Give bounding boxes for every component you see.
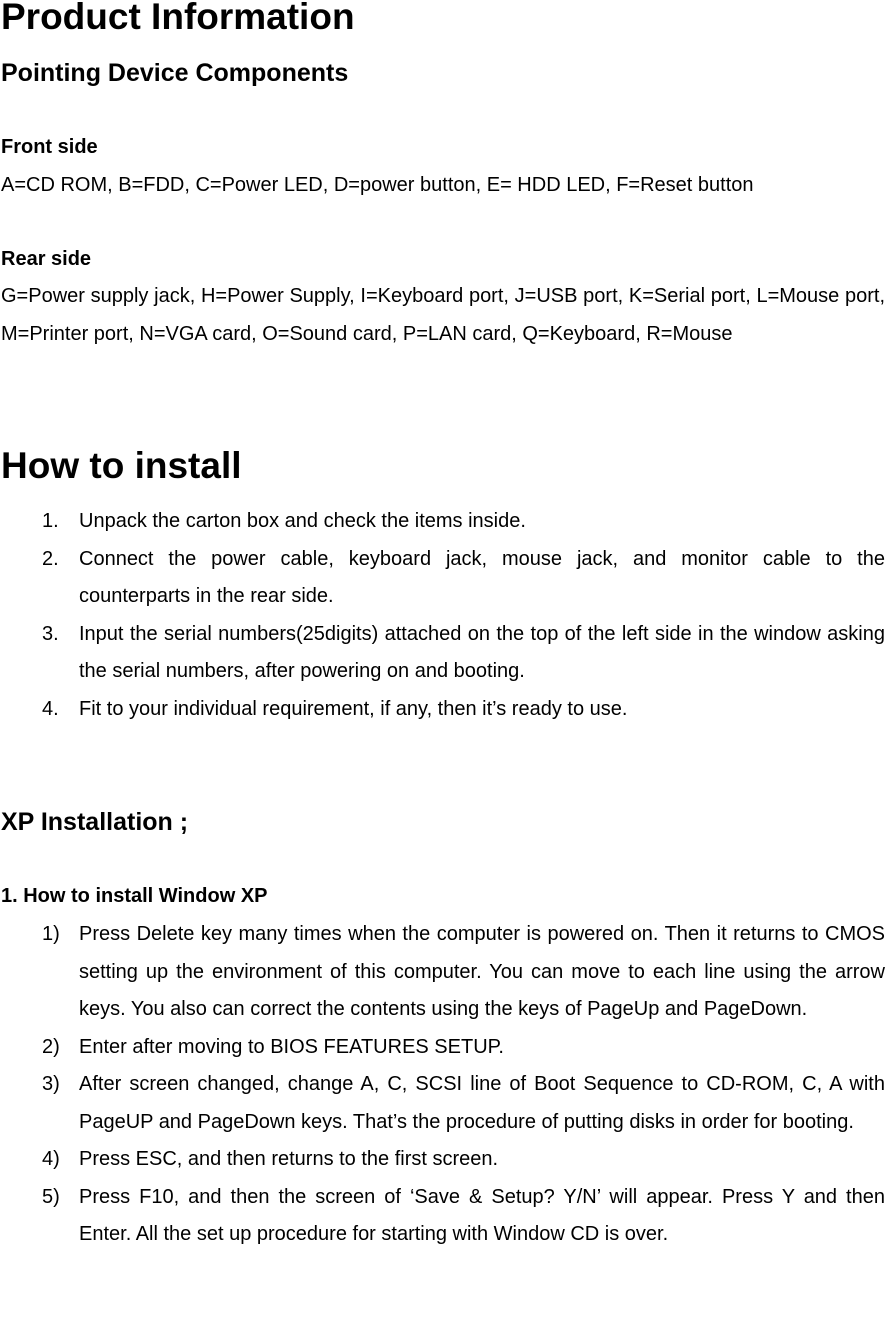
list-item-text: Connect the power cable, keyboard jack, mouse jack, and monitor cable to the counterparts in the rear side.	[79, 547, 885, 607]
list-item	[1, 691, 885, 729]
rear-side-text: G=Power supply jack, H=Power Supply, I=Keyboard port, J=USB port, K=Serial port, L=Mouse port, M=Printer port, N=VGA card, O=Sound card, P=LAN card, Q=Keyboard, R=Mouse	[1, 285, 885, 345]
list-item	[1, 1066, 885, 1141]
xp-install-subheading: 1. How to install Window XP	[1, 885, 268, 907]
list-item-text: Fit to your individual requirement, if any, then it’s ready to use.	[79, 697, 628, 720]
list-item-number: 5)	[42, 1185, 60, 1208]
list-item-text: Press ESC, and then returns to the first screen.	[79, 1148, 499, 1170]
list-item	[1, 1029, 885, 1067]
list-item	[1, 916, 885, 1029]
page-title: Product Information	[1, 0, 355, 37]
list-item-number: 1)	[42, 923, 60, 945]
list-item-text: Enter after moving to BIOS FEATURES SETUP.	[79, 1035, 504, 1058]
list-item-number: 4.	[42, 697, 59, 720]
list-item-text: Press Delete key many times when the computer is powered on. Then it returns to CMOS setting up the environment of this computer. You can move to each line using the arrow keys. You also can correct the contents using the keys of PageUp and PageDown.	[79, 923, 885, 1020]
list-item	[1, 1179, 885, 1254]
list-item-text: Press F10, and then the screen of ‘Save & Setup? Y/N’ will appear. Press Y and then Enter. All the set up procedure for starting with Window CD is over.	[79, 1185, 885, 1245]
list-item	[1, 541, 885, 616]
list-item-number: 2)	[42, 1035, 60, 1058]
list-item	[1, 616, 885, 691]
install-steps-list	[1, 503, 885, 728]
front-side-text: A=CD ROM, B=FDD, C=Power LED, D=power button, E= HDD LED, F=Reset button	[1, 174, 754, 196]
list-item-number: 4)	[42, 1148, 60, 1170]
list-item-number: 3)	[42, 1073, 60, 1095]
list-item-number: 1.	[42, 510, 59, 532]
how-to-install-title: How to install	[1, 445, 242, 486]
list-item	[1, 503, 885, 541]
list-item-number: 3.	[42, 622, 59, 645]
xp-steps-list	[1, 916, 885, 1254]
list-item-text: After screen changed, change A, C, SCSI line of Boot Sequence to CD-ROM, C, A with PageUP and PageDown keys. That’s the procedure of putting disks in order for booting.	[79, 1073, 885, 1133]
xp-installation-title: XP Installation ;	[1, 808, 189, 836]
list-item-text: Input the serial numbers(25digits) attached on the top of the left side in the window asking the serial numbers, after powering on and booting.	[79, 622, 885, 682]
list-item-number: 2.	[42, 547, 59, 570]
section-subtitle: Pointing Device Components	[1, 59, 349, 87]
list-item-text: Unpack the carton box and check the items inside.	[79, 510, 526, 532]
front-side-heading: Front side	[1, 136, 98, 158]
rear-side-heading: Rear side	[1, 248, 92, 270]
list-item	[1, 1141, 885, 1179]
